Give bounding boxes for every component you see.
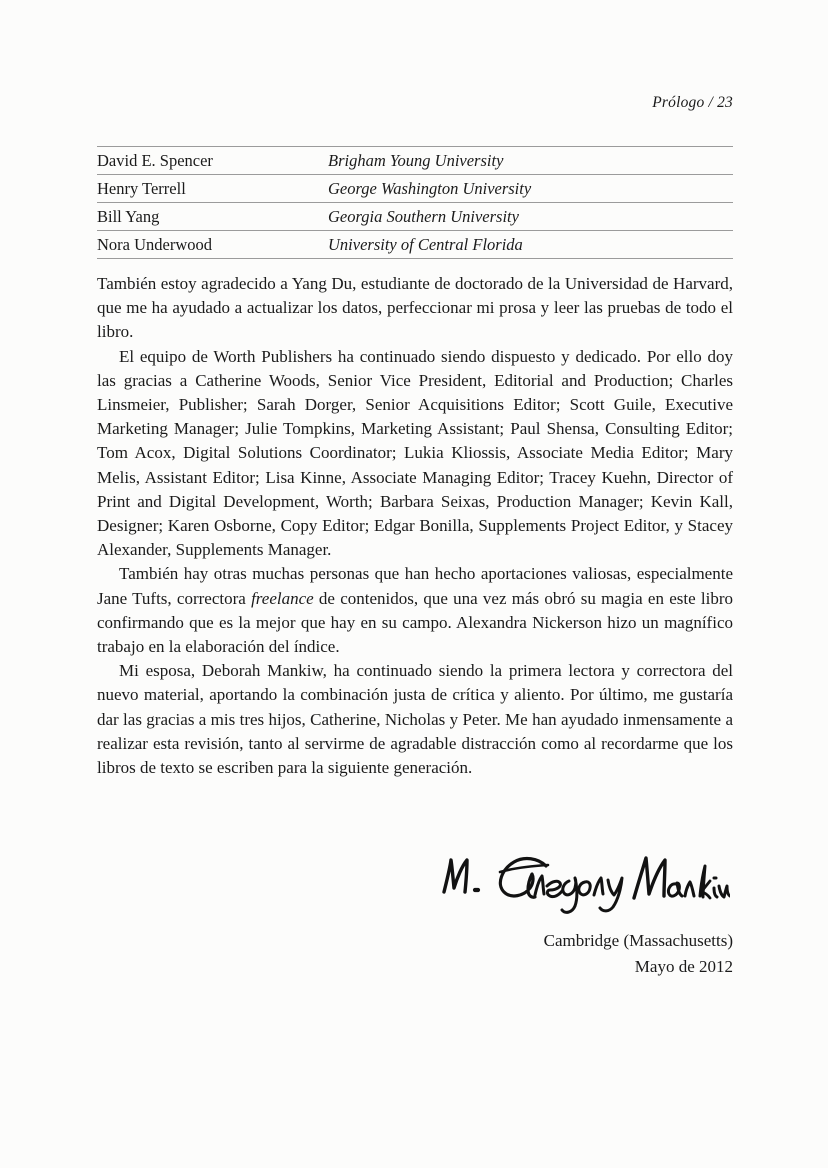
body-text [97, 272, 733, 780]
paragraph-family: Mi esposa, Deborah Mankiw, ha continuado siendo la primera lectora y correctora del nuevo material, aportando la combinación justa de crítica y aliento. Por último, me gustaría dar las gracias a mis tres hijos, Catherine, Nicholas y Peter. Me han ayudado inmensamente a realizar esta revisión, tanto al servirme de agradable distracción como al recordarme que los libros de texto se escriben para la siguiente generación. [97, 661, 733, 778]
reviewer-table [97, 146, 733, 259]
freelance-italic-term: freelance [251, 588, 314, 608]
reviewer-name: David E. Spencer [97, 147, 328, 175]
table-row [97, 175, 733, 203]
reviewer-name: Bill Yang [97, 203, 328, 231]
closing-lines [97, 928, 733, 980]
paragraph-acknowledgment-yangdu: También estoy agradecido a Yang Du, estudiante de doctorado de la Universidad de Harvard, que me ha ayudado a actualizar los datos, perfeccionar mi prosa y leer las pruebas de todo el libro. [97, 274, 733, 342]
paragraph-jane-tufts [97, 562, 733, 659]
reviewer-school: George Washington University [328, 175, 733, 203]
reviewer-school: Brigham Young University [328, 147, 733, 175]
running-head: Prólogo / 23 [652, 94, 733, 111]
closing-date: Mayo de 2012 [634, 957, 733, 976]
table-row [97, 203, 733, 231]
reviewer-name: Henry Terrell [97, 175, 328, 203]
paragraph-jane-tufts-part1: También hay otras muchas personas que han hecho aportaciones valiosas, especialmente Jane Tufts, correctora [97, 564, 733, 608]
paragraph-worth-publishers: El equipo de Worth Publishers ha continuado siendo dispuesto y dedicado. Por ello doy las gracias a Catherine Woods, Senior Vice President, Editorial and Production; Charles Linsmeier, Publisher; Sarah Dorger, Senior Acquisitions Editor; Scott Guile, Executive Marketing Manager; Julie Tompkins, Marketing Assistant; Paul Shensa, Consulting Editor; Tom Acox, Digital Solutions Coordinator; Lukia Kliossis, Associate Media Editor; Mary Melis, Assistant Editor; Lisa Kinne, Associate Managing Editor; Tracey Kuehn, Director of Print and Digital Development, Worth; Barbara Seixas, Production Manager; Kevin Kall, Designer; Karen Osborne, Copy Editor; Edgar Bonilla, Supplements Project Editor, y Stacey Alexander, Supplements Manager. [97, 346, 733, 560]
signature-block [97, 848, 733, 916]
paragraph-jane-tufts-part2: de contenidos, que una vez más obró su magia en este libro confirmando que es la mejor que hay en su campo. Alexandra Nickerson hizo un magnífico trabajo en la elaboración del índice. [97, 588, 733, 657]
closing-place: Cambridge (Massachusetts) [543, 931, 733, 950]
reviewer-school: University of Central Florida [328, 231, 733, 259]
handwritten-signature [438, 848, 730, 916]
reviewer-school: Georgia Southern University [328, 203, 733, 231]
table-row [97, 147, 733, 175]
table-row [97, 231, 733, 259]
reviewer-name: Nora Underwood [97, 231, 328, 259]
